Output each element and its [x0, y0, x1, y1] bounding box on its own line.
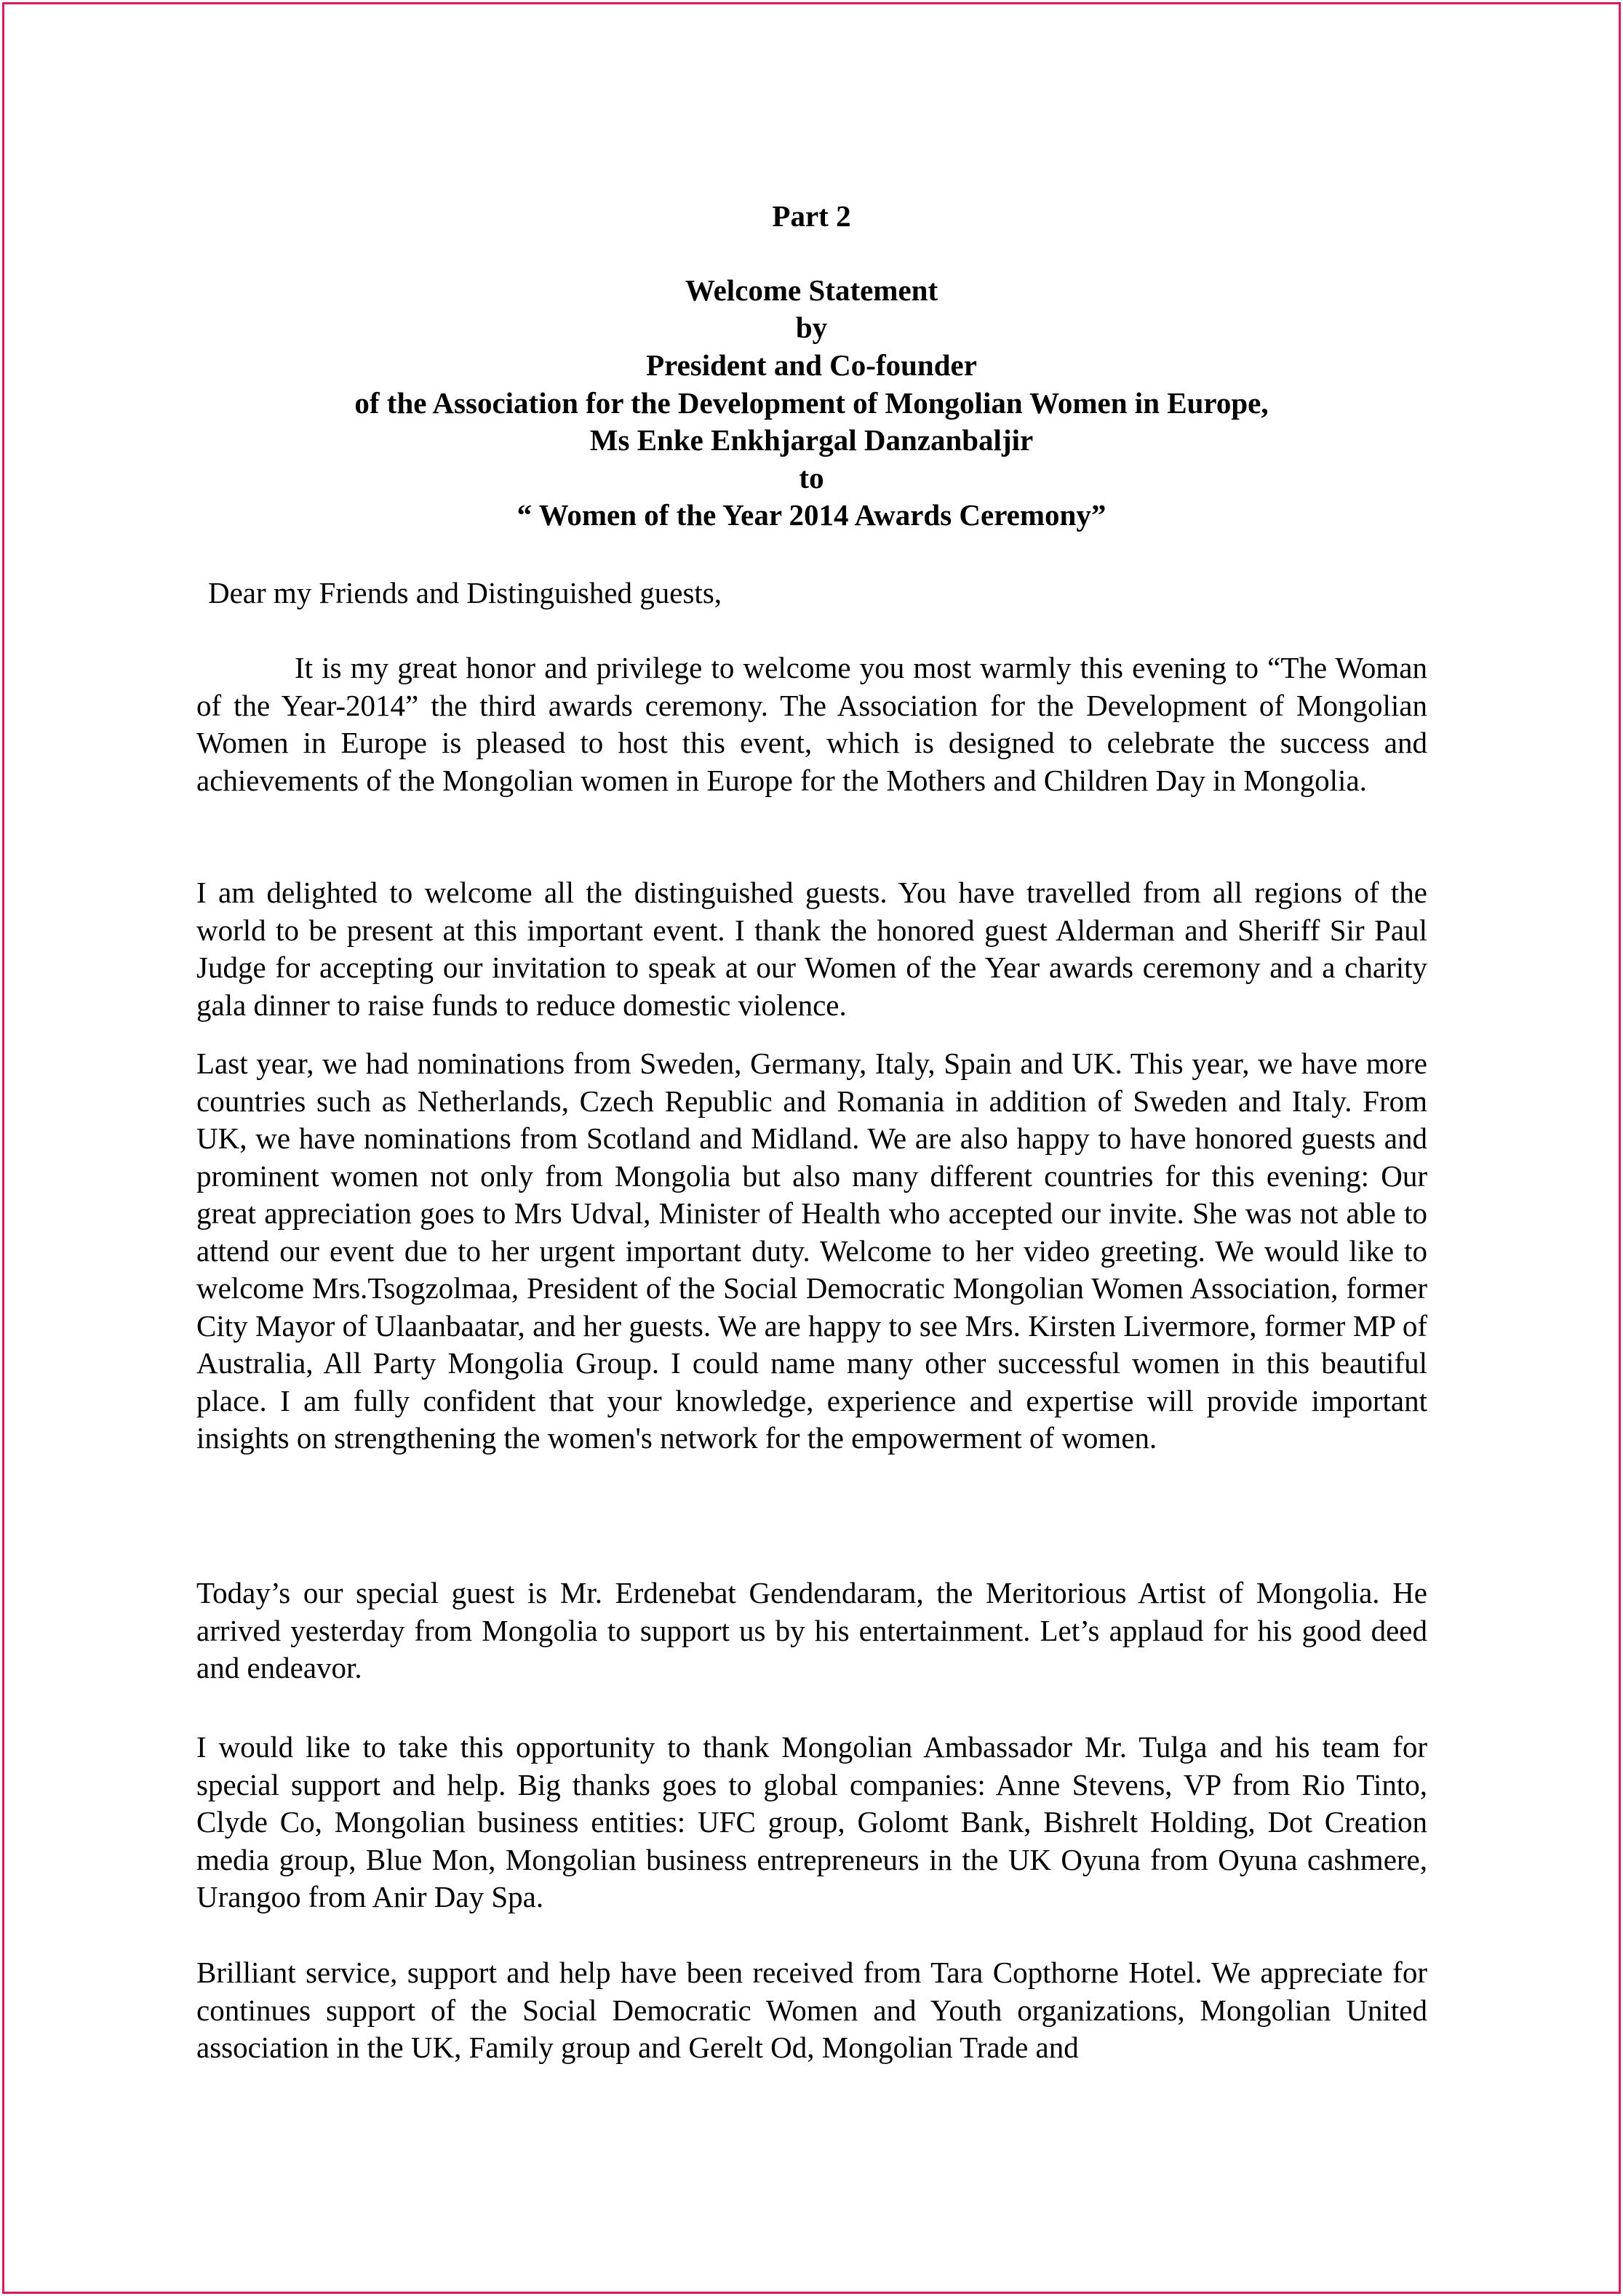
- paragraph-special-guest: Today’s our special guest is Mr. Erdenebat Gendendaram, the Meritorious Artist of Mongolia. He arrived yesterday from Mongolia to support us by his entertainment. Let’s applaud for his good deed and endeavor.: [196, 1576, 1427, 1684]
- paragraph-nominations: Last year, we had nominations from Sweden, Germany, Italy, Spain and UK. This year, we have more countries such as Netherlands, Czech Republic and Romania in addition of Sweden and Italy. From UK, we have nominations from Scotland and Midland. We are also happy to have honored guests and prominent women not only from Mongolia but also many different countries for this evening: Our great appreciation goes to Mrs Udval, Minister of Health who accepted our invite. She was not able to attend our event due to her urgent important duty. Welcome to her video greeting. We would like to welcome Mrs.Tsogzolmaa, President of the Social Democratic Mongolian Women Association, former City Mayor of Ulaanbaatar, and her guests. We are happy to see Mrs. Kirsten Livermore, former MP of Australia, All Party Mongolia Group. I could name many other successful women in this beautiful place. I am fully confident that your knowledge, experience and expertise will provide important insights on strengthening the women's network for the empowerment of women.: [196, 1047, 1427, 1455]
- part-title: Part 2: [772, 199, 851, 233]
- paragraph-acknowledgements: I would like to take this opportunity to thank Mongolian Ambassador Mr. Tulga and his team for special support and help. Big thanks goes to global companies: Anne Stevens, VP from Rio Tinto, Clyde Co, Mongolian business entities: UFC group, Golomt Bank, Bishrelt Holding, Dot Creation media group, Blue Mon, Mongolian business entrepreneurs in the UK Oyuna from Oyuna cashmere, Urangoo from Anir Day Spa.: [196, 1730, 1427, 1913]
- heading-line-by: by: [795, 311, 828, 344]
- heading-line-welcome-statement: Welcome Statement: [685, 273, 938, 307]
- paragraph-services: Brilliant service, support and help have been received from Tara Copthorne Hotel. We appreciate for continues support of the Social Democratic Women and Youth organizations, Mongolian United association in the UK, Family group and Gerelt Od, Mongolian Trade and: [196, 1956, 1427, 2064]
- heading-line-event-name: “ Women of the Year 2014 Awards Ceremony”: [517, 498, 1106, 532]
- heading-line-association: of the Association for the Development of Mongolian Women in Europe,: [354, 386, 1269, 420]
- heading-line-speaker-name: Ms Enke Enkhjargal Danzanbaljir: [589, 423, 1034, 457]
- heading-line-to: to: [799, 461, 824, 495]
- paragraph-welcome: It is my great honor and privilege to welcome you most warmly this evening to “The Woman of the Year-2014” the third awards ceremony. The Association for the Development of Mongolian Women in Europe is pleased to host this event, which is designed to celebrate the success and achievements of the Mongolian women in Europe for the Mothers and Children Day in Mongolia.: [196, 651, 1427, 797]
- heading-line-president: President and Co-founder: [646, 348, 977, 382]
- salutation: Dear my Friends and Distinguished guests,: [208, 576, 722, 609]
- paragraph-distinguished-guests: I am delighted to welcome all the distinguished guests. You have travelled from all regions of the world to be present at this important event. I thank the honored guest Alderman and Sheriff Sir Paul Judge for accepting our invitation to speak at our Women of the Year awards ceremony and a charity gala dinner to raise funds to reduce domestic violence.: [196, 876, 1427, 1022]
